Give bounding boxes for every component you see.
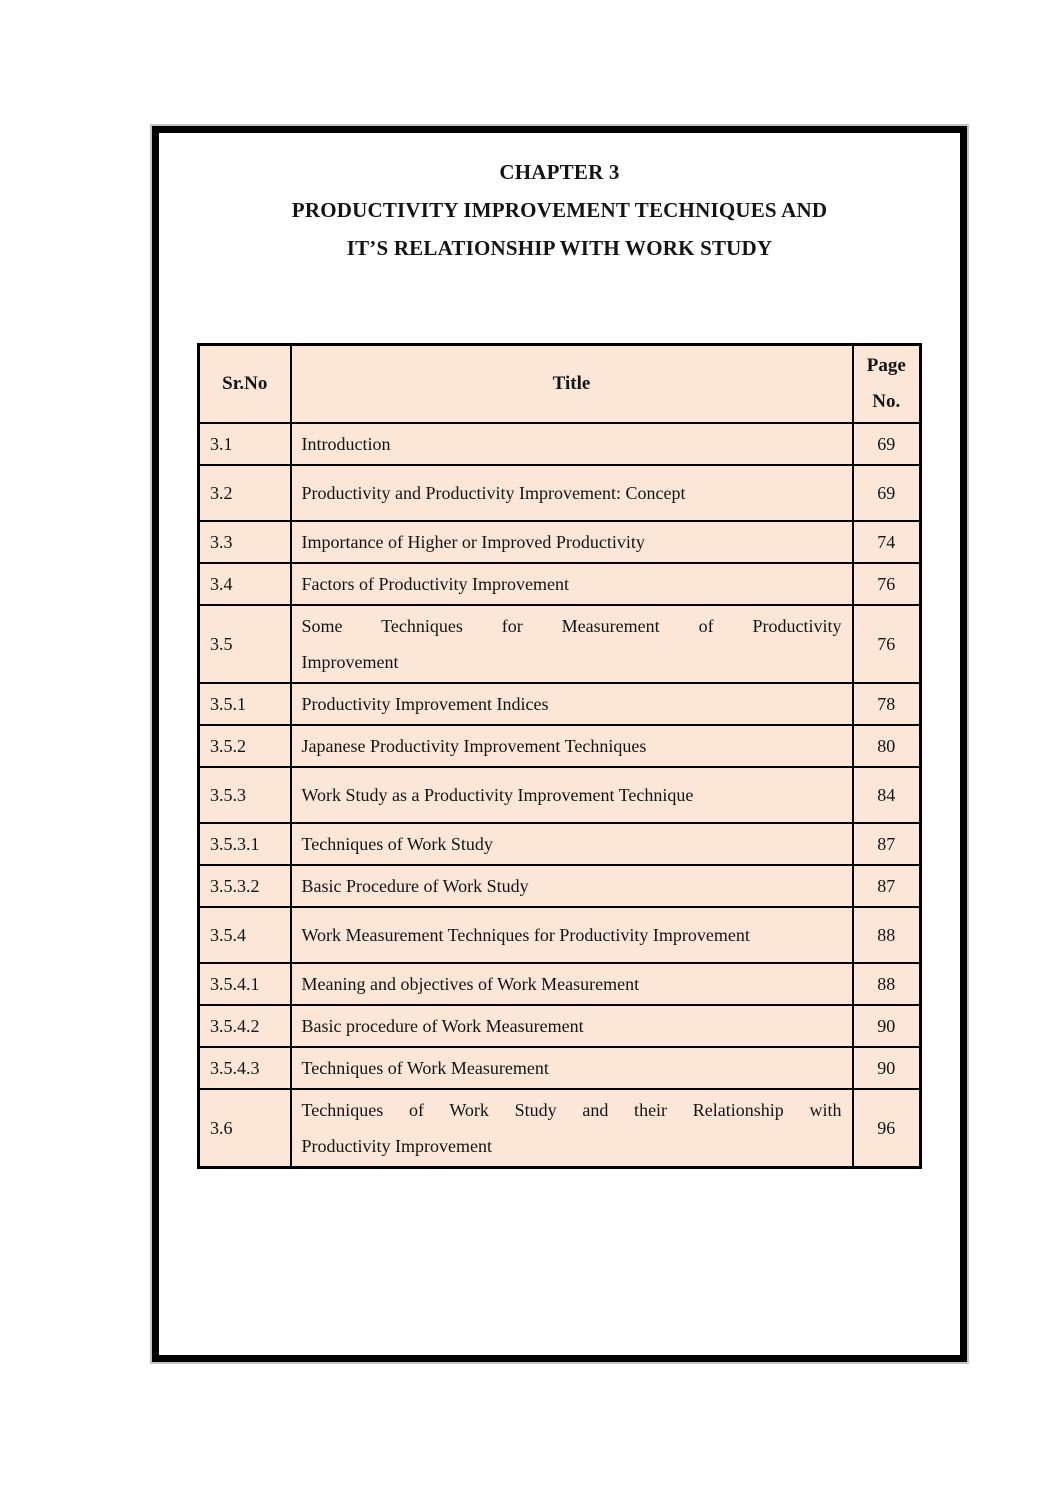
row-srno-cell: 3.5.4 <box>199 907 291 963</box>
row-title-cell: Work Measurement Techniques for Productivity Improvement <box>291 907 853 963</box>
row-title-line: Productivity Improvement <box>301 1136 492 1156</box>
row-srno-cell: 3.4 <box>199 563 291 605</box>
row-srno-cell: 3.1 <box>199 423 291 465</box>
row-page-cell: 87 <box>853 823 921 865</box>
row-title-cell: Productivity Improvement Indices <box>291 683 853 725</box>
row-page-cell: 88 <box>853 907 921 963</box>
row-title-cell: Introduction <box>291 423 853 465</box>
row-srno-cell: 3.3 <box>199 521 291 563</box>
chapter-heading-line-3: IT’S RELATIONSHIP WITH WORK STUDY <box>346 236 773 260</box>
row-srno-cell: 3.5 <box>199 605 291 683</box>
toc-table-header <box>199 345 921 424</box>
table-row <box>199 823 921 865</box>
row-title-line: Improvement <box>301 652 399 672</box>
row-srno-cell: 3.5.3.2 <box>199 865 291 907</box>
row-title-cell: Japanese Productivity Improvement Techniques <box>291 725 853 767</box>
row-srno-cell: 3.5.2 <box>199 725 291 767</box>
row-title-cell <box>291 1089 853 1168</box>
toc-table <box>197 343 922 1169</box>
row-srno-cell: 3.5.3 <box>199 767 291 823</box>
row-title-line: Some Techniques for Measurement of Productivity <box>301 616 842 636</box>
row-title-cell: Importance of Higher or Improved Productivity <box>291 521 853 563</box>
table-row <box>199 767 921 823</box>
table-row <box>199 963 921 1005</box>
toc-table-body <box>199 423 921 1168</box>
header-row <box>199 345 921 424</box>
row-page-cell: 69 <box>853 423 921 465</box>
table-row <box>199 907 921 963</box>
row-title-cell <box>291 605 853 683</box>
row-title-cell: Factors of Productivity Improvement <box>291 563 853 605</box>
table-row <box>199 521 921 563</box>
row-title-cell: Work Study as a Productivity Improvement Technique <box>291 767 853 823</box>
row-srno-cell: 3.5.4.1 <box>199 963 291 1005</box>
row-title-cell: Techniques of Work Study <box>291 823 853 865</box>
row-srno-cell: 3.5.1 <box>199 683 291 725</box>
row-page-cell: 90 <box>853 1047 921 1089</box>
table-row <box>199 1089 921 1168</box>
row-page-cell: 96 <box>853 1089 921 1168</box>
row-page-cell: 90 <box>853 1005 921 1047</box>
table-row <box>199 865 921 907</box>
table-row <box>199 423 921 465</box>
row-page-cell: 74 <box>853 521 921 563</box>
row-title-cell: Meaning and objectives of Work Measurement <box>291 963 853 1005</box>
table-row <box>199 1047 921 1089</box>
table-row <box>199 465 921 521</box>
row-page-cell: 76 <box>853 563 921 605</box>
row-page-cell: 76 <box>853 605 921 683</box>
col-header-page: Page No. <box>853 345 921 424</box>
chapter-heading <box>159 133 960 267</box>
table-row <box>199 683 921 725</box>
row-srno-cell: 3.6 <box>199 1089 291 1168</box>
row-page-cell: 88 <box>853 963 921 1005</box>
row-srno-cell: 3.5.3.1 <box>199 823 291 865</box>
row-page-cell: 84 <box>853 767 921 823</box>
row-page-cell: 78 <box>853 683 921 725</box>
row-title-cell: Productivity and Productivity Improvement: Concept <box>291 465 853 521</box>
row-srno-cell: 3.5.4.2 <box>199 1005 291 1047</box>
table-row <box>199 563 921 605</box>
row-title-cell: Basic Procedure of Work Study <box>291 865 853 907</box>
row-srno-cell: 3.5.4.3 <box>199 1047 291 1089</box>
row-title-cell: Basic procedure of Work Measurement <box>291 1005 853 1047</box>
chapter-heading-line-1: CHAPTER 3 <box>499 160 620 184</box>
col-header-title: Title <box>291 345 853 424</box>
row-title-line: Techniques of Work Study and their Relationship with <box>301 1100 842 1120</box>
row-title-cell: Techniques of Work Measurement <box>291 1047 853 1089</box>
table-row <box>199 1005 921 1047</box>
table-row <box>199 605 921 683</box>
row-page-cell: 80 <box>853 725 921 767</box>
row-page-cell: 87 <box>853 865 921 907</box>
row-page-cell: 69 <box>853 465 921 521</box>
chapter-heading-line-2: PRODUCTIVITY IMPROVEMENT TECHNIQUES AND <box>291 198 828 222</box>
row-srno-cell: 3.2 <box>199 465 291 521</box>
table-row <box>199 725 921 767</box>
col-header-srno: Sr.No <box>199 345 291 424</box>
page-frame <box>152 126 967 1362</box>
